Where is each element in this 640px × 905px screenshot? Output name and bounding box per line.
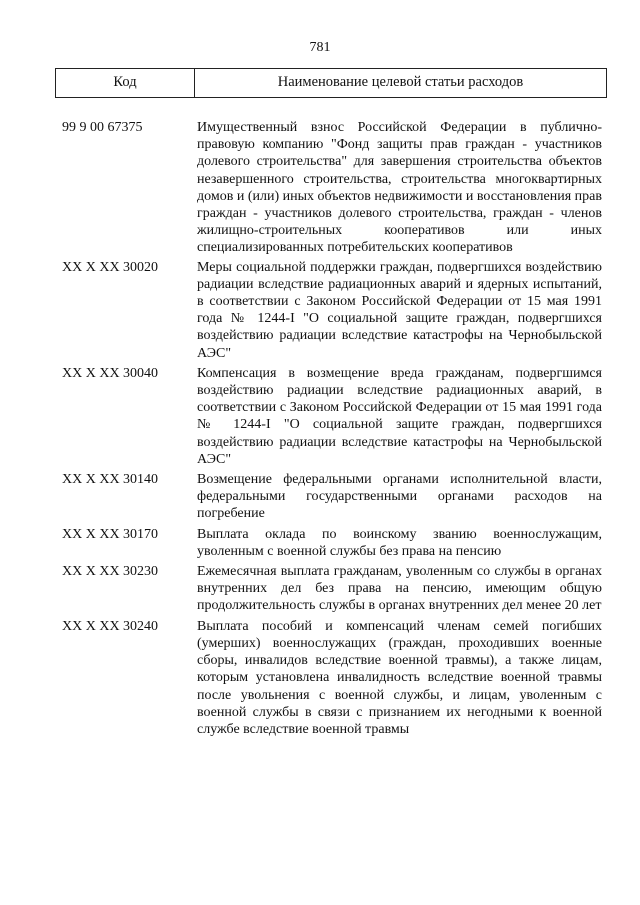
table-body xyxy=(62,119,607,738)
table-row xyxy=(62,365,607,468)
table-row xyxy=(62,471,607,523)
column-header-code: Код xyxy=(56,69,195,97)
row-code: XX X XX 30140 xyxy=(62,472,159,488)
row-code: XX X XX 30240 xyxy=(62,618,159,634)
column-header-name: Наименование целевой статьи расходов xyxy=(277,74,524,90)
row-description: Компенсация в возмещение вреда гражданам, подвергшимся воздействию радиации вследствие радиационных аварий, в соответствии с Законом Российской Федерации от 15 мая 1991 года № 1244-I "О социальной защите граждан, подвергшихся воздействию радиации вследствие катастрофы на Чернобыльской АЭС" xyxy=(197,365,602,467)
row-code: XX X XX 30040 xyxy=(62,365,159,381)
row-description: Возмещение федеральными органами исполнительной власти, федеральными государственными органами расходов на погребение xyxy=(197,472,602,522)
table-row xyxy=(62,563,607,615)
table-row xyxy=(62,259,607,362)
row-code: XX X XX 30170 xyxy=(62,526,159,542)
table-row xyxy=(62,618,607,738)
row-code: XX X XX 30020 xyxy=(62,259,159,275)
row-description: Выплата пособий и компенсаций членам семей погибших (умерших) военнослужащих (граждан, проходивших военные сборы, инвалидов вследствие военной травмы), а также лицам, которым установлена инвалидность вследствие военной травмы после увольнения с военной службы, и лицам, уволенным с военной службы в связи с признанием их негодными к военной службе вследствие военной травмы xyxy=(197,618,602,737)
table-row xyxy=(62,119,607,257)
table-row xyxy=(62,526,607,560)
row-code: 99 9 00 67375 xyxy=(62,120,143,135)
row-code: XX X XX 30230 xyxy=(62,564,159,580)
row-description: Имущественный взнос Российской Федерации в публично-правовую компанию "Фонд защиты прав граждан - участников долевого строительства" для завершения строительства объектов незавершенного строительства, строительства многоквартирных домов и (или) иных объектов недвижимости и восстановления прав граждан - участников долевого строительства, граждан - членов жилищно-строительных кооперативов или иных специализированных потребительских кооперативов xyxy=(197,120,602,256)
row-description: Ежемесячная выплата гражданам, уволенным со службы в органах внутренних дел без права на пенсию, имеющим общую продолжительность службы в органах внутренних дел менее 20 лет xyxy=(197,564,602,614)
row-description: Меры социальной поддержки граждан, подвергшихся воздействию радиации вследствие радиационных аварий и ядерных испытаний, в соответствии с Законом Российской Федерации от 15 мая 1991 года № 1244-I "О социальной защите граждан, подвергшихся воздействию радиации вследствие катастрофы на Чернобыльской АЭС" xyxy=(197,259,602,361)
row-description: Выплата оклада по воинскому званию военнослужащим, уволенным с военной службы без права на пенсию xyxy=(197,526,602,559)
table-header xyxy=(55,68,607,98)
page-number: 781 xyxy=(309,40,331,55)
